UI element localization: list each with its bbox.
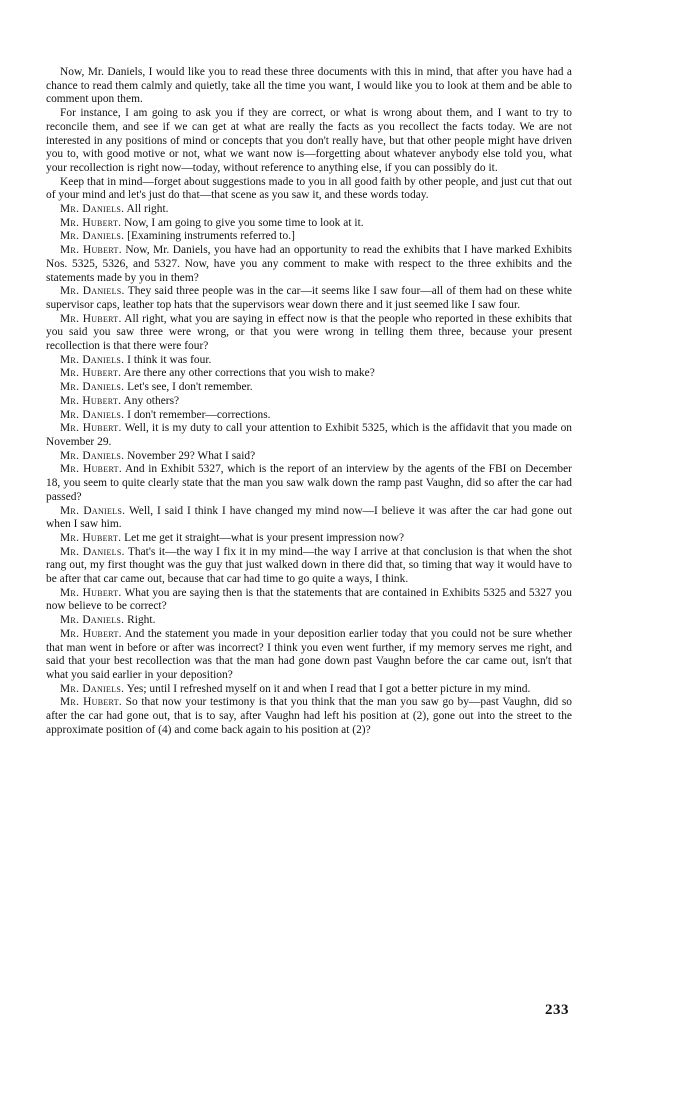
- paragraph-text: Yes; until I refreshed myself on it and when I read that I got a better picture in my mind.: [126, 682, 531, 695]
- testimony-paragraph: [46, 66, 572, 107]
- testimony-paragraph: [46, 107, 572, 176]
- paragraph-text: They said three people was in the car—it seems like I saw four—all of them had on these white supervisor caps, leather top hats that the supervisors wear down there and it just seemed like I saw four.: [46, 285, 572, 311]
- testimony-paragraph: [46, 450, 572, 464]
- testimony-paragraph: [46, 614, 572, 628]
- paragraph-text: [Examining instruments referred to.]: [127, 230, 295, 243]
- testimony-paragraph: [46, 381, 572, 395]
- speaker-name: Mr. Daniels.: [60, 614, 125, 627]
- testimony-paragraph: [46, 463, 572, 504]
- speaker-name: Mr. Daniels.: [60, 203, 125, 216]
- speaker-name: Mr. Daniels.: [60, 285, 125, 298]
- paragraph-text: Well, I said I think I have changed my mind now—I believe it was after the car had gone out when I saw him.: [46, 504, 572, 531]
- paragraph-text: So that now your testimony is that you think that the man you saw go by—past Vaughn, did so after the car had gone out, that is to say, after Vaughn had left his position at (2), gone out into the street to the approximate position of (4) and come back again to his position at (2)?: [46, 696, 572, 736]
- paragraph-text: And in Exhibit 5327, which is the report of an interview by the agents of the FBI on December 18, you seem to quite clearly state that the man you saw walk down the ramp past Vaughn, did so after the car had passed?: [46, 463, 572, 503]
- paragraph-text: Now, Mr. Daniels, you have had an opportunity to read the exhibits that I have marked Exhibits Nos. 5325, 5326, and 5327. Now, have you any comment to make with respect to the three exhibits and the statements made by you in them?: [46, 244, 572, 284]
- testimony-paragraph: [46, 244, 572, 285]
- speaker-name: Mr. Daniels.: [60, 408, 125, 421]
- testimony-paragraph: [46, 628, 572, 683]
- speaker-name: Mr. Hubert.: [60, 244, 122, 257]
- paragraph-text: Let me get it straight—what is your present impression now?: [124, 531, 405, 544]
- paragraph-text: And the statement you made in your deposition earlier today that you could not be sure whether that man went in before or after was incorrect? I think you even went further, if my memory serves me right, and said that your best recollection was that the man had gone down past Vaughn before the car came out, isn't that what you said earlier in your deposition?: [46, 627, 573, 681]
- paragraph-text: Keep that in mind—forget about suggestions made to you in all good faith by other people, and just cut that out of your mind and let's just do that—that scene as you saw it, and these words today.: [46, 175, 572, 202]
- speaker-name: Mr. Daniels.: [60, 230, 125, 243]
- speaker-name: Mr. Hubert.: [60, 463, 122, 476]
- speaker-name: Mr. Daniels.: [60, 545, 125, 558]
- speaker-name: Mr. Daniels.: [60, 504, 126, 517]
- testimony-paragraph: [46, 696, 572, 737]
- speaker-name: Mr. Hubert.: [60, 422, 122, 435]
- paragraph-text: Well, it is my duty to call your attention to Exhibit 5325, which is the affidavit that you made on November 29.: [46, 422, 573, 448]
- paragraph-text: November 29? What I said?: [127, 449, 256, 462]
- testimony-paragraph: [46, 587, 572, 614]
- speaker-name: Mr. Hubert.: [60, 696, 123, 709]
- testimony-paragraph: [46, 409, 572, 423]
- speaker-name: Mr. Daniels.: [60, 381, 125, 394]
- speaker-name: Mr. Hubert.: [60, 586, 122, 599]
- speaker-name: Mr. Hubert.: [60, 394, 122, 407]
- testimony-transcript: [46, 66, 572, 737]
- speaker-name: Mr. Daniels.: [60, 449, 125, 462]
- testimony-paragraph: [46, 683, 572, 697]
- testimony-paragraph: [46, 532, 572, 546]
- testimony-paragraph: [46, 505, 572, 532]
- paragraph-text: Let's see, I don't remember.: [127, 381, 253, 394]
- paragraph-text: Right.: [127, 614, 156, 627]
- page-number: 233: [545, 1002, 569, 1018]
- speaker-name: Mr. Hubert.: [60, 367, 122, 380]
- paragraph-text: Now, Mr. Daniels, I would like you to read these three documents with this in mind, that after you have had a chance to read them calmly and quietly, take all the time you want, I would like you to look at them and be able to comment upon them.: [46, 66, 572, 106]
- testimony-paragraph: [46, 285, 572, 312]
- testimony-paragraph: [46, 546, 572, 587]
- paragraph-text: For instance, I am going to ask you if they are correct, or what is wrong about them, and I want to try to reconcile them, and see if we can get at what are really the facts as you recollect the facts today. We are not interested in any positions of mind or concepts that you don't really have, but that other people might have driven you to, with good motive or not, what we want now is—forgetting about whatever anybody else told you, what your recollection is right now—today, without reference to anything else, if you can possibly do it.: [46, 107, 572, 174]
- paragraph-text: Are there any other corrections that you wish to make?: [123, 367, 375, 380]
- speaker-name: Mr. Daniels.: [60, 353, 125, 366]
- speaker-name: Mr. Hubert.: [60, 216, 122, 229]
- speaker-name: Mr. Daniels.: [60, 682, 125, 695]
- paragraph-text: I don't remember—corrections.: [127, 408, 271, 421]
- speaker-name: Mr. Hubert.: [60, 312, 122, 325]
- paragraph-text: All right.: [126, 203, 169, 216]
- testimony-paragraph: [46, 422, 572, 449]
- testimony-paragraph: [46, 367, 572, 381]
- testimony-paragraph: [46, 203, 572, 217]
- testimony-paragraph: [46, 217, 572, 231]
- testimony-paragraph: [46, 313, 572, 354]
- speaker-name: Mr. Hubert.: [60, 531, 122, 544]
- speaker-name: Mr. Hubert.: [60, 627, 122, 640]
- paragraph-text: Now, I am going to give you some time to look at it.: [124, 216, 364, 229]
- testimony-paragraph: [46, 230, 572, 244]
- paragraph-text: All right, what you are saying in effect now is that the people who reported in these exhibits that you said you saw three were wrong, or that you were wrong in telling them three, because your present recollection is that there were four?: [46, 312, 572, 353]
- testimony-paragraph: [46, 354, 572, 368]
- paragraph-text: I think it was four.: [127, 353, 212, 366]
- paragraph-text: That's it—the way I fix it in my mind—the way I arrive at that conclusion is that when the shot rang out, my first thought was the guy that just walked down in there did that, so timing that way it would have to be after that car came out, because that car had time to go quite a ways, I think.: [46, 545, 572, 586]
- paragraph-text: Any others?: [123, 394, 180, 407]
- testimony-paragraph: [46, 176, 572, 203]
- testimony-paragraph: [46, 395, 572, 409]
- paragraph-text: What you are saying then is that the statements that are contained in Exhibits 5325 and 5327 you now believe to be correct?: [46, 586, 572, 613]
